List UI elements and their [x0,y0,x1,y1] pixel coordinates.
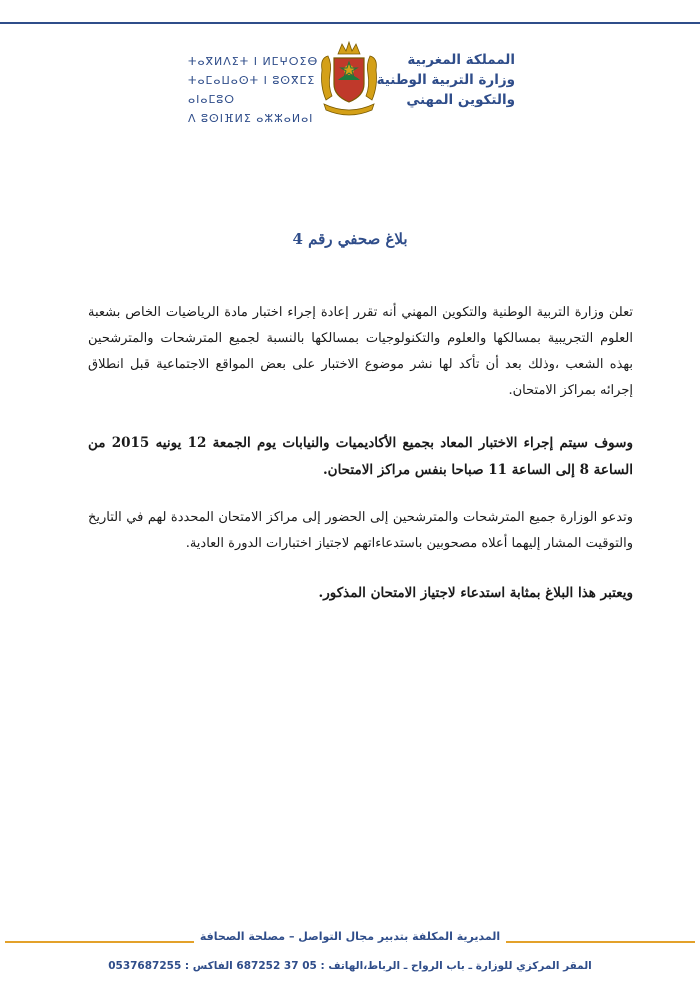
arabic-ministry-name [365,50,515,110]
paragraph-exam-schedule: وسوف سيتم إجراء الاختبار المعاد بجميع الأكاديميات والنيابات يوم الجمعة 12 يونيه 2015 من الساعة 8 إلى الساعة 11 صباحا بنفس مراكز الامتحان. [88,435,633,478]
footer-department [0,930,700,943]
footer-department-text: المديرية المكلفة بتدبير مجال التواصل – مصلحة الصحافة [194,930,506,943]
release-title: بلاغ صحفي رقم 4 [292,230,408,248]
paragraph-convocation-note: ويعتبر هذا البلاغ بمثابة استدعاء لاجتياز الامتحان المذكور. [318,585,633,601]
tifinagh-line: ⵜⴰⴳⵍⴷⵉⵜ ⵏ ⵍⵎⵖⵔⵉⴱ [188,55,319,68]
arabic-head-line: المملكة المغربية [407,52,515,68]
tifinagh-line: ⴷ ⵓⵙⵏⴼⵍⵉ ⴰⵣⵣⴰⵍⴰⵏ [188,112,314,125]
letterhead [0,40,700,130]
paragraph-announcement: تعلن وزارة التربية الوطنية والتكوين المهني أنه تقرر إعادة إجراء اختبار مادة الرياضيات الخاص بشعبة العلوم التجريبية بمسالكها والعلوم والتكنولوجيات بمسالكها بالنسبة لجميع المترشحات والمترشحين بهذه الشعب ،وذلك بعد أن تأكد لها نشر موضوع الاختبار على بعض المواقع الاجتماعية قبل انطلاق إجرائه بمراكز الامتحان. [88,305,633,398]
paragraph-invitation: وتدعو الوزارة جميع المترشحات والمترشحين إلى الحضور إلى مراكز الامتحان المحددة لهم في التاريخ والتوقيت المشار إليهما أعلاه مصحوبين باستدعاءاتهم لاجتياز اختبارات الدورة العادية. [88,510,633,551]
tifinagh-line: ⵜⴰⵎⴰⵡⴰⵙⵜ ⵏ ⵓⵙⴳⵎⵉ ⴰⵏⴰⵎⵓⵔ [188,74,316,106]
tifinagh-ministry-name [188,52,338,128]
footer-address: المقر المركزي للوزارة ـ باب الرواح ـ الرباط،الهاتف : 05 37 687252 الفاكس : 0537687255 [108,960,592,972]
arabic-head-line: والتكوين المهني [406,92,515,108]
arabic-head-line: وزارة التربية الوطنية [376,72,515,88]
top-rule [0,22,700,24]
